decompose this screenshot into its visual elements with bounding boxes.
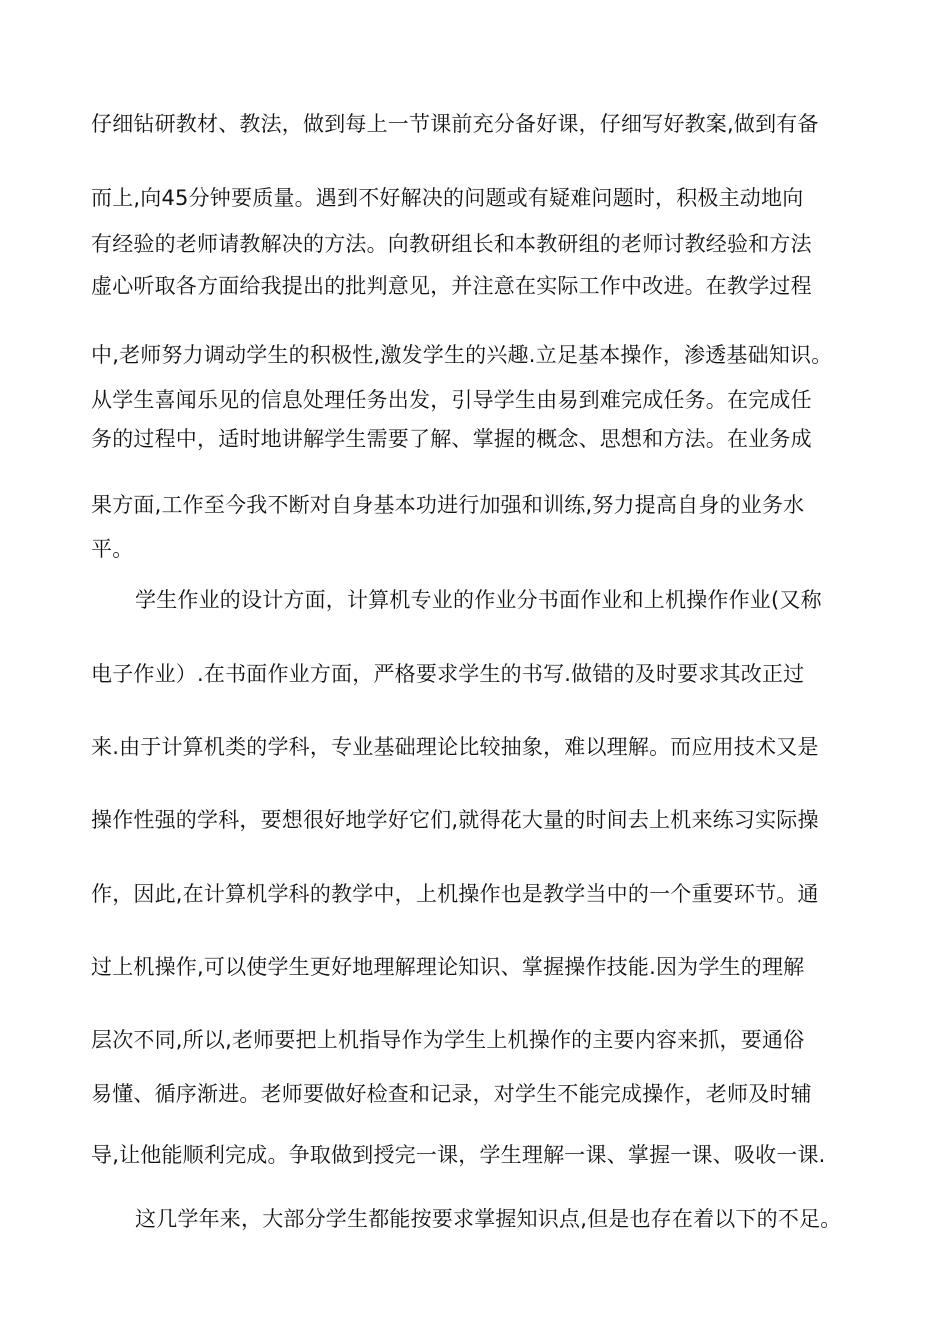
text-line: 易懂、循序渐进。老师要做好检查和记录，对学生不能完成操作，老师及时辅 xyxy=(91,1082,812,1106)
text-line: 虚心听取各方面给我提出的批判意见，并注意在实际工作中改进。在教学过程 xyxy=(91,274,812,298)
text-line: 操作性强的学科，要想很好地学好它们,就得花大量的时间去上机来练习实际操 xyxy=(91,808,819,832)
text-line: 作，因此,在计算机学科的教学中，上机操作也是教学当中的一个重要环节。通 xyxy=(91,882,819,906)
paragraph-start-line: 学生作业的设计方面，计算机专业的作业分书面作业和上机操作作业(又称 xyxy=(135,588,822,612)
text-line: 果方面,工作至今我不断对自身基本功进行加强和训练,努力提高自身的业务水 xyxy=(91,493,805,517)
text-line: 平。 xyxy=(91,537,134,561)
text-line: 过上机操作,可以使学生更好地理解理论知识、掌握操作技能.因为学生的理解 xyxy=(91,955,805,979)
text-line: 导,让他能顺利完成。争取做到授完一课，学生理解一课、掌握一课、吸收一课. xyxy=(91,1143,826,1167)
text-line: 务的过程中，适时地讲解学生需要了解、掌握的概念、思想和方法。在业务成 xyxy=(91,427,812,451)
paragraph-start-line: 这几学年来，大部分学生都能按要求掌握知识点,但是也存在着以下的不足。 xyxy=(135,1207,842,1231)
text-line: 电子作业）.在书面作业方面，严格要求学生的书写.做错的及时要求其改正过 xyxy=(91,662,805,686)
text-line: 来.由于计算机类的学科，专业基础理论比较抽象，难以理解。而应用技术又是 xyxy=(91,735,819,759)
text-line: 仔细钻研教材、教法，做到每上一节课前充分备好课，仔细写好教案,做到有备 xyxy=(91,112,819,136)
text-line: 而上,向45分钟要质量。遇到不好解决的问题或有疑难问题时，积极主动地向 xyxy=(91,186,804,210)
text-line: 从学生喜闻乐见的信息处理任务出发，引导学生由易到难完成任务。在完成任 xyxy=(91,388,812,412)
text-line: 层次不同,所以,老师要把上机指导作为学生上机操作的主要内容来抓，要通俗 xyxy=(91,1028,805,1052)
text-line: 中,老师努力调动学生的积极性,激发学生的兴趣.立足基本操作，渗透基础知识。 xyxy=(91,343,833,367)
text-line: 有经验的老师请教解决的方法。向教研组长和本教研组的老师讨教经验和方法 xyxy=(91,232,812,256)
